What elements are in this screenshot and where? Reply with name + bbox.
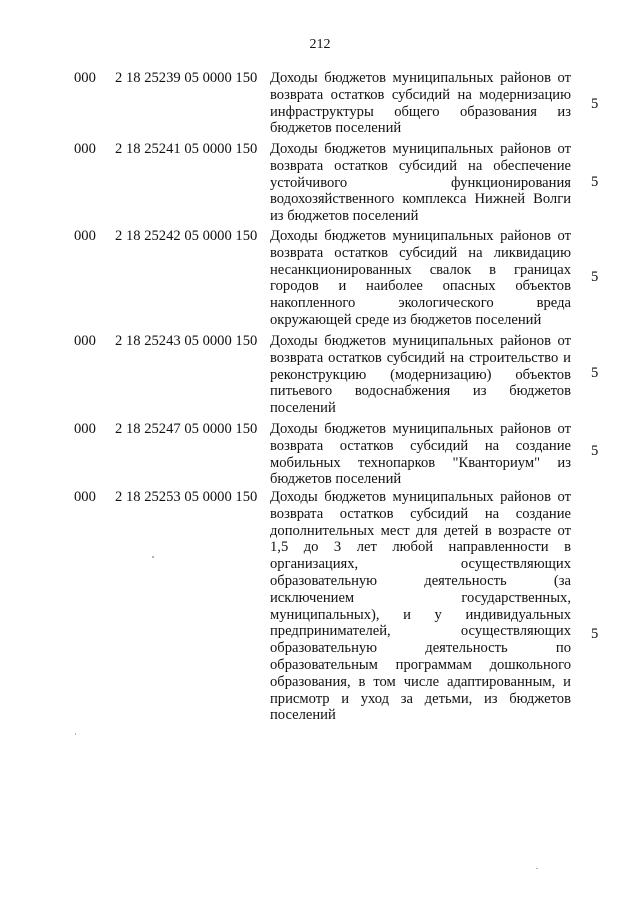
row-code: 000 [74, 228, 96, 244]
row-description: Доходы бюджетов муниципальных районов от возврата остатков субсидий на строительство и реконструкцию (модернизацию) объектов питьевого водоснабжения из бюджетов поселений [270, 333, 571, 417]
row-kbk: 2 18 25247 05 0000 150 [115, 421, 258, 437]
row-number: 5 [591, 443, 599, 459]
row-kbk: 2 18 25241 05 0000 150 [115, 141, 258, 157]
row-code: 000 [74, 489, 96, 505]
row-number: 5 [591, 626, 599, 642]
row-description: Доходы бюджетов муниципальных районов от возврата остатков субсидий на обеспечение устойчивого функционирования водохозяйственного комплекса Нижней Волги из бюджетов поселений [270, 141, 571, 225]
row-kbk: 2 18 25239 05 0000 150 [115, 70, 258, 86]
row-code: 000 [74, 70, 96, 86]
row-code: 000 [74, 333, 96, 349]
row-description: Доходы бюджетов муниципальных районов от возврата остатков субсидий на создание дополнительных мест для детей в возрасте от 1,5 до 3 лет любой направленности в организациях, осуществляющих образовательную деятельность (за исключением государственных, муниципальных), и у индивидуальных предпринимателей, осуществляющих образовательную деятельность по образовательным программам дошкольного образования, в том числе адаптированным, и присмотр и уход за детьми, из бюджетов поселений [270, 489, 571, 724]
row-kbk: 2 18 25242 05 0000 150 [115, 228, 258, 244]
row-number: 5 [591, 96, 599, 112]
row-number: 5 [591, 365, 599, 381]
row-kbk: 2 18 25243 05 0000 150 [115, 333, 258, 349]
row-number: 5 [591, 269, 599, 285]
row-code: 000 [74, 421, 96, 437]
row-kbk: 2 18 25253 05 0000 150 [115, 489, 258, 505]
row-number: 5 [591, 174, 599, 190]
scan-speck [536, 868, 538, 869]
row-code: 000 [74, 141, 96, 157]
page-number: 212 [309, 37, 331, 52]
row-description: Доходы бюджетов муниципальных районов от возврата остатков субсидий на создание мобильных технопарков "Кванториум" из бюджетов поселений [270, 421, 571, 488]
row-description: Доходы бюджетов муниципальных районов от возврата остатков субсидий на ликвидацию несанкционированных свалок в границах городов и наиболее опасных объектов накопленного экологического вреда окружающей среде из бюджетов поселений [270, 228, 571, 328]
scan-speck [152, 556, 154, 558]
row-description: Доходы бюджетов муниципальных районов от возврата остатков субсидий на модернизацию инфраструктуры общего образования из бюджетов поселений [270, 70, 571, 137]
scan-speck [75, 733, 76, 735]
